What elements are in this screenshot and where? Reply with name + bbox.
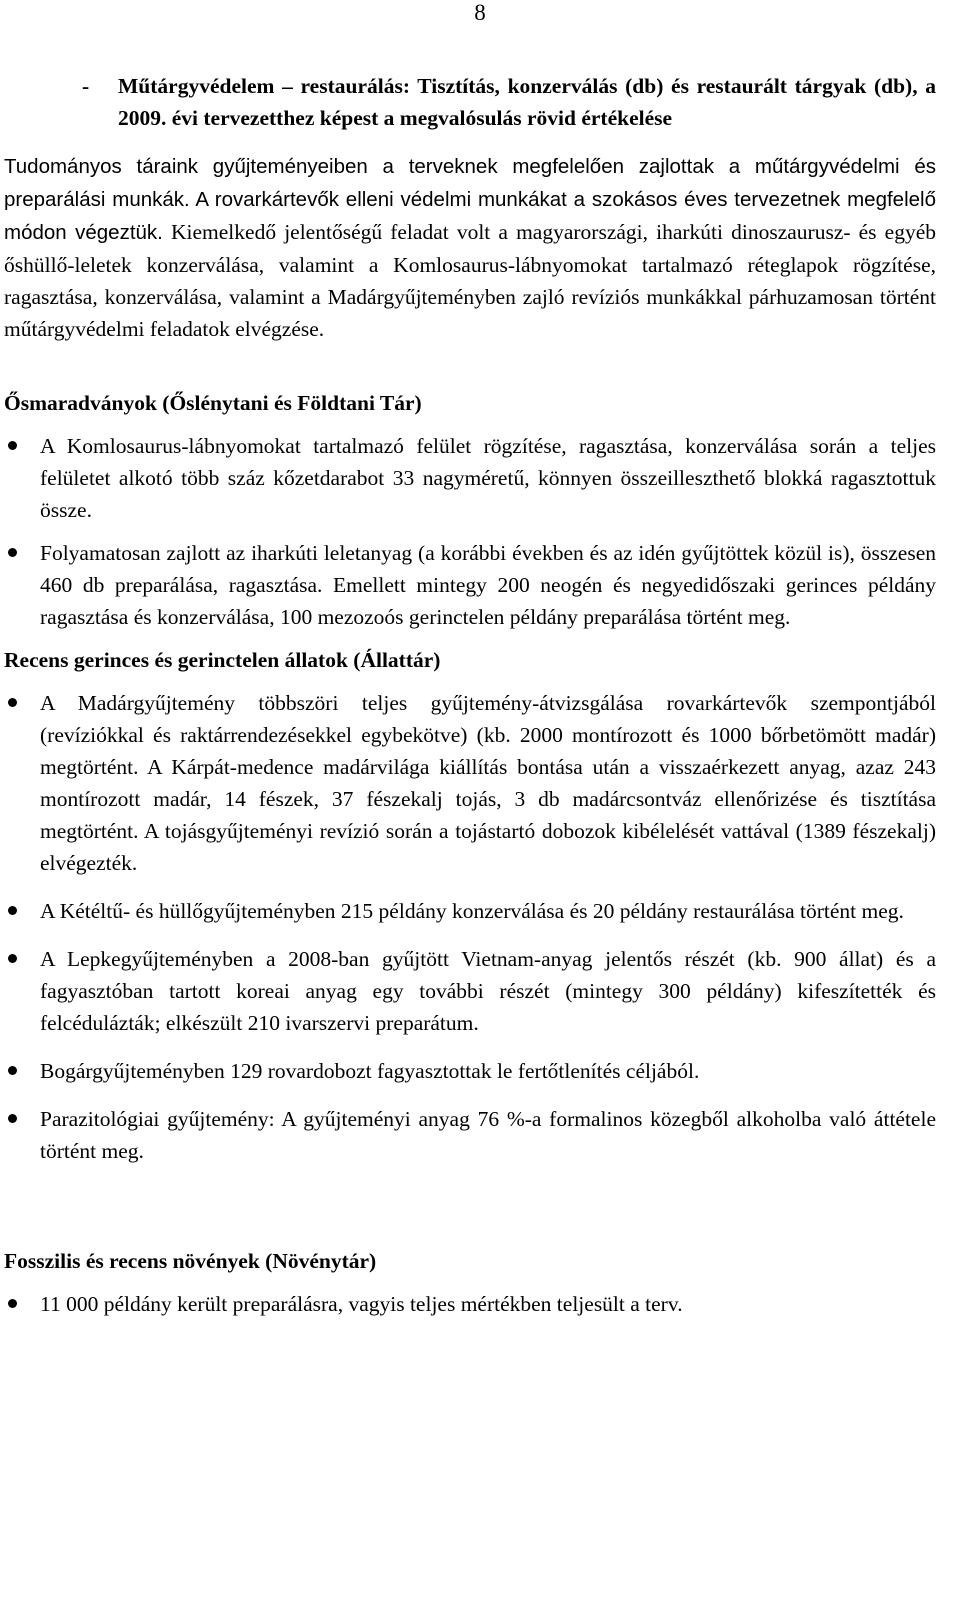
list-item-text: A Komlosaurus-lábnyomokat tartalmazó felület rögzítése, ragasztása, konzerválása során a teljes felületet alkotó több száz kőzetdarabot 33 nagyméretű, könnyen összeilleszthető blokká ragasztottuk össze. <box>40 434 936 522</box>
bullet-icon <box>8 906 17 915</box>
dash-item-text: Műtárgyvédelem – restaurálás: Tisztítás, konzerválás (db) és restaurált tárgyak (db), a 2009. évi tervezetthez képest a megvalósulás rövid értékelése <box>118 74 936 130</box>
animals-list <box>4 687 936 1167</box>
section-heading-plants: Fosszilis és recens növények (Növénytár) <box>4 1249 377 1273</box>
intro-sans-text: Tudományos táraink gyűjteményeiben a terveknek megfelelően zajlottak a műtárgyvédelmi és preparálási munkák. A rovarkártevők elleni védelmi munkákat a szokásos éves tervezetnek megfelelő módon végeztük. <box>4 155 936 244</box>
list-item <box>4 895 936 927</box>
list-item-text: 11 000 példány került preparálásra, vagyis teljes mértékben teljesült a terv. <box>40 1292 683 1316</box>
list-item-text: Parazitológiai gyűjtemény: A gyűjteményi anyag 76 %-a formalinos közegből alkoholba való áttétele történt meg. <box>40 1107 936 1163</box>
intro-serif-text: Kiemelkedő jelentőségű feladat volt a magyarországi, iharkúti dinoszaurusz- és egyéb őshüllő-leletek konzerválása, valamint a Komlosaurus-lábnyomokat tartalmazó réteglapok rögzítése, ragasztása, konzerválása, valamint a Madárgyűjteményben zajló revíziós munkákkal párhuzamosan történt műtárgyvédelmi feladatok elvégzése. <box>4 220 937 341</box>
dash-list-item <box>4 70 936 134</box>
bullet-icon <box>8 1299 17 1308</box>
bullet-icon <box>8 1114 17 1123</box>
list-item <box>4 1055 936 1087</box>
bullet-icon <box>8 1066 17 1075</box>
bullet-icon <box>8 954 17 963</box>
bullet-icon <box>8 441 17 450</box>
list-item <box>4 430 936 526</box>
section-heading-fossils: Ősmaradványok (Őslénytani és Földtani Tár) <box>4 391 422 415</box>
list-item <box>4 687 936 879</box>
document-body <box>4 70 936 1320</box>
bullet-icon <box>8 698 17 707</box>
list-item-text: A Kétéltű- és hüllőgyűjteményben 215 példány konzerválása és 20 példány restaurálása történt meg. <box>40 899 904 923</box>
list-item-text: A Madárgyűjtemény többszöri teljes gyűjtemény-átvizsgálása rovarkártevők szempontjából (revíziókkal és raktárrendezésekkel egybekötve) (kb. 2000 montírozott és 1000 bőrbetömött madár) megtörtént. A Kárpát-medence madárvilága kiállítás bontása után a visszaérkezett anyag, azaz 243 montírozott madár, 14 fészek, 37 fészekalj tojás, 3 db madárcsontváz ellenőrizése és tisztítása megtörtént. A tojásgyűjteményi revízió során a tojástartó dobozok kibélelését vattával (1389 fészekalj) elvégezték. <box>40 691 936 875</box>
list-item-text: A Lepkegyűjteményben a 2008-ban gyűjtött Vietnam-anyag jelentős részét (kb. 900 állat) és a fagyasztóban tartott koreai anyag egy további részét (mintegy 300 példány) kifeszítették és felcédulázták; elkészült 210 ivarszervi preparátum. <box>40 947 936 1035</box>
list-item <box>4 537 936 633</box>
list-item <box>4 943 936 1039</box>
list-item-text: Bogárgyűjteményben 129 rovardobozt fagyasztottak le fertőtlenítés céljából. <box>40 1059 700 1083</box>
dash-marker: - <box>82 74 90 98</box>
list-item <box>4 1288 936 1320</box>
page-number: 8 <box>474 0 486 25</box>
fossils-list <box>4 430 936 633</box>
intro-paragraph <box>4 150 936 345</box>
plants-list <box>4 1288 936 1320</box>
list-item <box>4 1103 936 1167</box>
list-item-text: Folyamatosan zajlott az iharkúti leletanyag (a korábbi években és az idén gyűjtöttek közül is), összesen 460 db preparálása, ragasztása. Emellett mintegy 200 neogén és negyedidőszaki gerinces példány ragasztása és konzerválása, 100 mezozoós gerinctelen példány preparálása történt meg. <box>40 541 936 629</box>
section-heading-animals: Recens gerinces és gerinctelen állatok (Állattár) <box>4 648 441 672</box>
bullet-icon <box>8 548 17 557</box>
